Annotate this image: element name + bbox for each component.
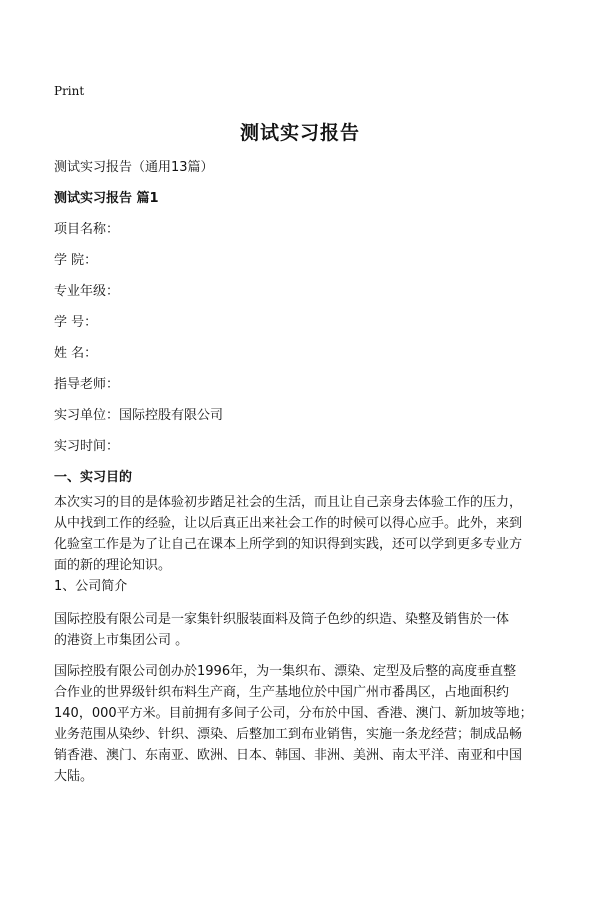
paragraph-line: 合作业的世界级针织布料生产商，生产基地位於中国广州市番禺区，占地面积约 bbox=[54, 685, 510, 700]
print-label: Print bbox=[54, 84, 85, 98]
paragraph-line: 面的新的理论知识。 bbox=[54, 558, 172, 573]
paragraph-line: 从中找到工作的经验，让以后真正出来社会工作的时候可以得心应手。此外，来到 bbox=[54, 516, 523, 531]
purpose-heading: 一、实习目的 bbox=[54, 470, 133, 485]
field-student-id: 学 号： bbox=[54, 315, 98, 330]
paragraph-line: 的港资上市集团公司 。 bbox=[54, 633, 189, 648]
purpose-paragraph bbox=[54, 492, 554, 576]
field-name: 姓 名： bbox=[54, 346, 98, 361]
field-supervisor: 指导老师： bbox=[54, 377, 120, 392]
paragraph-line: 本次实习的目的是体验初步踏足社会的生活，而且让自己亲身去体验工作的压力， bbox=[54, 495, 523, 510]
field-internship-unit: 实习单位：国际控股有限公司 bbox=[54, 408, 224, 423]
paragraph-line: 国际控股有限公司是一家集针织服装面料及筒子色纱的织造、染整及销售於一体 bbox=[54, 612, 510, 627]
company-intro-paragraph bbox=[54, 609, 554, 651]
page-title: 测试实习报告 bbox=[239, 122, 360, 144]
document-subtitle: 测试实习报告（通用13篇） bbox=[54, 160, 214, 175]
field-internship-time: 实习时间： bbox=[54, 439, 120, 454]
field-college: 学 院： bbox=[54, 253, 98, 268]
field-major-grade: 专业年级： bbox=[54, 284, 120, 299]
paragraph-line: 业务范围从染纱、针织、漂染、后整加工到布业销售，实施一条龙经营；制成品畅 bbox=[54, 727, 523, 742]
field-project-name: 项目名称： bbox=[54, 222, 120, 237]
company-detail-paragraph bbox=[54, 661, 554, 787]
paragraph-line: 销香港、澳门、东南亚、欧洲、日本、韩国、非洲、美洲、南太平洋、南亚和中国 bbox=[54, 748, 523, 763]
section-heading: 测试实习报告 篇1 bbox=[54, 191, 159, 206]
paragraph-line: 化验室工作是为了让自己在课本上所学到的知识得到实践，还可以学到更多专业方 bbox=[54, 537, 523, 552]
paragraph-line: 140，000平方米。目前拥有多间子公司，分布於中国、香港、澳门、新加坡等地； bbox=[54, 706, 533, 721]
paragraph-line: 国际控股有限公司创办於1996年，为一集织布、漂染、定型及后整的高度垂直整 bbox=[54, 664, 517, 679]
paragraph-line: 大陆。 bbox=[54, 769, 94, 784]
company-heading: 1、公司简介 bbox=[54, 579, 128, 594]
